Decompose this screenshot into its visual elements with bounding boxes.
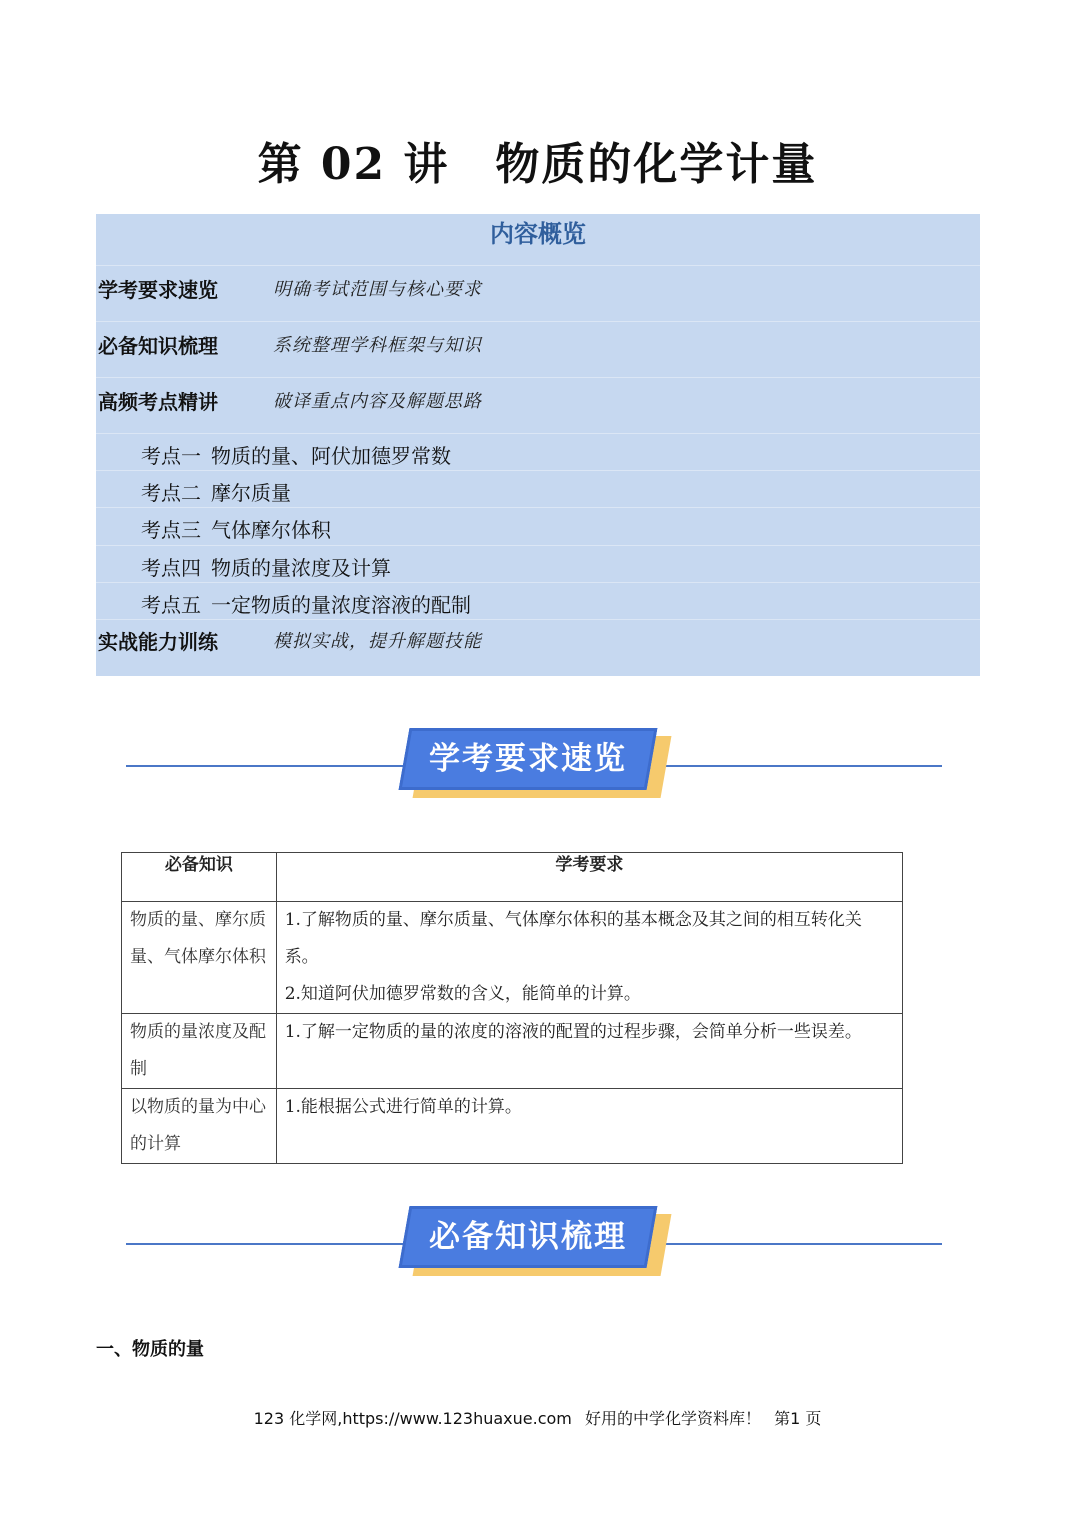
table-row: [122, 1014, 903, 1089]
overview-point-row: [96, 583, 980, 620]
banner-rule-left: [126, 765, 408, 767]
point-text: 一定物质的量浓度溶液的配制: [211, 593, 471, 617]
table-row: [122, 902, 903, 1014]
requirement-item: 1.能根据公式进行简单的计算。: [284, 1097, 522, 1117]
overview-section-desc: 模拟实战，提升解题技能: [273, 631, 482, 652]
table-row: [122, 1089, 903, 1164]
footer-site: 123 化学网,https://www.123huaxue.com: [253, 1409, 572, 1428]
table-cell-topic: 物质的量、摩尔质量、气体摩尔体积: [122, 902, 277, 1014]
overview-section-label: 实战能力训练: [98, 630, 218, 654]
overview-section-label: 学考要求速览: [98, 278, 218, 302]
banner-title: 必备知识梳理: [429, 1219, 627, 1255]
table-cell-topic: 以物质的量为中心的计算: [122, 1089, 277, 1164]
section-heading: 一、物质的量: [96, 1339, 204, 1360]
footer-page-number: 第1 页: [774, 1409, 822, 1428]
banner-title: 学考要求速览: [429, 741, 627, 777]
overview-point: [141, 552, 391, 581]
table-cell-requirement: [276, 1014, 902, 1089]
point-text: 气体摩尔体积: [211, 518, 331, 542]
overview-row-practice: [96, 620, 980, 676]
banner-rule-right: [658, 765, 942, 767]
banner-requirements: [126, 730, 942, 810]
point-label: 考点五: [141, 593, 201, 617]
overview-section-label: 必备知识梳理: [98, 334, 218, 358]
point-text: 物质的量、阿伏加德罗常数: [211, 444, 451, 468]
content-overview-panel: [96, 214, 980, 676]
overview-point: [141, 440, 451, 469]
requirement-item: 1.了解一定物质的量的浓度的溶液的配置的过程步骤，会简单分析一些误差。: [284, 1022, 862, 1042]
overview-point: [141, 589, 471, 618]
table-header-row: [122, 853, 903, 902]
table-header-requirement: 学考要求: [276, 853, 902, 902]
banner-rule-right: [658, 1243, 942, 1245]
requirements-table: [121, 852, 903, 1164]
point-label: 考点一: [141, 444, 201, 468]
requirement-item: 2.知道阿伏加德罗常数的含义，能简单的计算。: [284, 984, 641, 1004]
overview-point-row: [96, 546, 980, 583]
overview-row-key-points: [96, 378, 980, 434]
point-label: 考点四: [141, 556, 201, 580]
page-footer: [0, 1406, 1075, 1429]
overview-row-knowledge: [96, 322, 980, 378]
overview-point-row: [96, 434, 980, 471]
requirement-item: 1.了解物质的量、摩尔质量、气体摩尔体积的基本概念及其之间的相互转化关系。: [284, 910, 862, 967]
overview-point-row: [96, 508, 980, 546]
point-label: 考点二: [141, 481, 201, 505]
page-title: 第 02 讲 物质的化学计量: [257, 139, 818, 190]
overview-point: [141, 514, 331, 543]
overview-section-desc: 破译重点内容及解题思路: [273, 391, 482, 412]
point-label: 考点三: [141, 518, 201, 542]
footer-slogan: 好用的中学化学资料库！: [584, 1409, 761, 1428]
overview-row-requirements: [96, 266, 980, 322]
table-cell-topic: 物质的量浓度及配制: [122, 1014, 277, 1089]
table-header-knowledge: 必备知识: [122, 853, 277, 902]
point-text: 摩尔质量: [211, 481, 291, 505]
point-text: 物质的量浓度及计算: [211, 556, 391, 580]
table-cell-requirement: [276, 902, 902, 1014]
banner-rule-left: [126, 1243, 408, 1245]
overview-point-row: [96, 471, 980, 508]
overview-section-desc: 系统整理学科框架与知识: [273, 335, 482, 356]
table-cell-requirement: [276, 1089, 902, 1164]
overview-section-label: 高频考点精讲: [98, 390, 218, 414]
banner-knowledge: [126, 1208, 942, 1288]
overview-heading: 内容概览: [96, 214, 980, 266]
overview-point: [141, 477, 291, 506]
overview-section-desc: 明确考试范围与核心要求: [273, 279, 482, 300]
